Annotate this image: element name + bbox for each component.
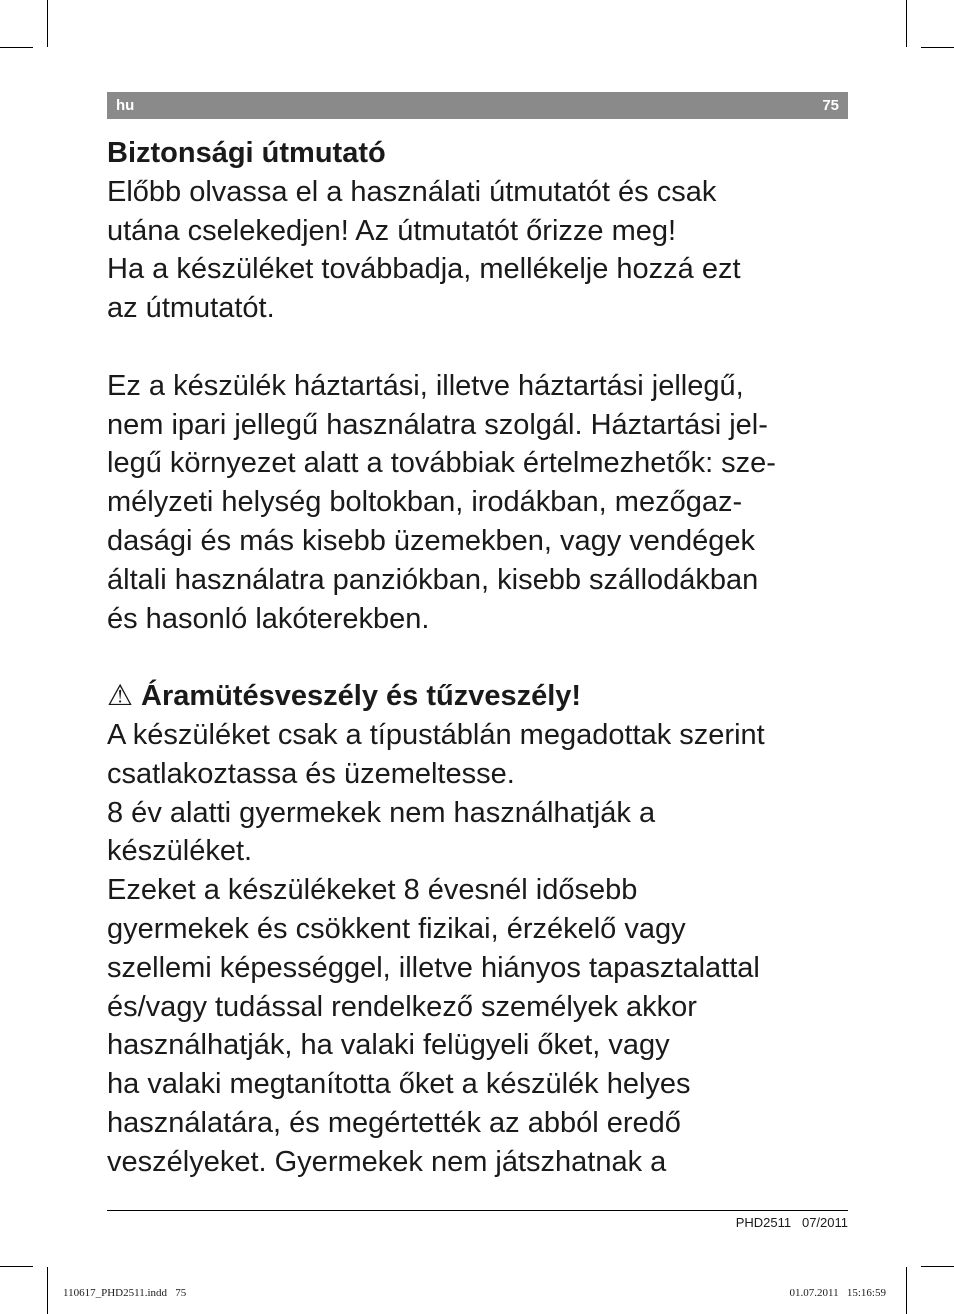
paragraph-line: szellemi képességgel, illetve hiányos tapasztalattal [107,951,760,984]
paragraph-line: használhatják, ha valaki felügyeli őket, vagy [107,1029,670,1062]
language-code: hu [116,97,135,114]
paragraph-line: veszélyeket. Gyermekek nem játszhatnak a [107,1145,667,1178]
paragraph-line: készüléket. [107,835,253,868]
paragraph-spacer [107,328,867,367]
paragraph-line: nem ipari jellegű használatra szolgál. Háztartási jel- [107,408,768,441]
paragraph-line: Ez a készülék háztartási, illetve háztartási jellegű, [107,369,744,402]
paragraph-line: ha valaki megtanította őket a készülék helyes [107,1068,691,1101]
paragraph-line: 8 év alatti gyermekek nem használhatják a [107,796,656,829]
paragraph-line: utána cselekedjen! Az útmutatót őrizze meg! [107,214,677,247]
print-slug-timestamp: 01.07.2011 15:16:59 [789,1287,886,1299]
section-title: Biztonsági útmutató [107,137,386,169]
crop-mark [47,0,48,47]
footer-model-date: PHD2511 07/2011 [735,1215,848,1230]
crop-mark [0,1266,33,1267]
paragraph-line: és/vagy tudással rendelkező személyek akkor [107,990,697,1023]
crop-mark [906,0,907,47]
paragraph-line: az útmutatót. [107,292,275,325]
crop-mark [47,1267,48,1314]
paragraph-line: Előbb olvassa el a használati útmutatót és csak [107,175,717,208]
document-body [107,134,867,1182]
paragraph-line: és hasonló lakóterekben. [107,602,430,635]
footer-rule [107,1210,848,1211]
paragraph-line: mélyzeti helység boltokban, irodákban, mezőgaz- [107,486,743,519]
print-slug-file: 110617_PHD2511.indd 75 [63,1287,187,1299]
paragraph-line: csatlakoztassa és üzemeltesse. [107,757,515,790]
paragraph-line: legű környezet alatt a továbbiak értelmezhetők: sze- [107,447,776,480]
crop-mark [0,47,33,48]
paragraph-line: dasági és más kisebb üzemekben, vagy vendégek [107,524,756,557]
page-header-bar [107,92,848,119]
crop-mark [906,1267,907,1314]
page-number: 75 [822,97,839,114]
crop-mark [921,47,954,48]
paragraph-line: használatára, és megértették az abból eredő [107,1106,681,1139]
warning-heading [107,677,867,716]
paragraph-line: A készüléket csak a típustáblán megadottak szerint [107,718,765,751]
warning-triangle-icon: ⚠ [107,680,133,713]
warning-title: Áramütésveszély és tűzveszély! [141,680,582,713]
paragraph-spacer [107,638,867,677]
paragraph-line: Ha a készüléket továbbadja, mellékelje hozzá ezt [107,253,741,286]
paragraph-line: Ezeket a készülékeket 8 évesnél idősebb [107,874,638,907]
paragraph-line: gyermekek és csökkent fizikai, érzékelő vagy [107,912,686,945]
crop-mark [921,1266,954,1267]
paragraph-line: általi használatra panziókban, kisebb szállodákban [107,563,759,596]
